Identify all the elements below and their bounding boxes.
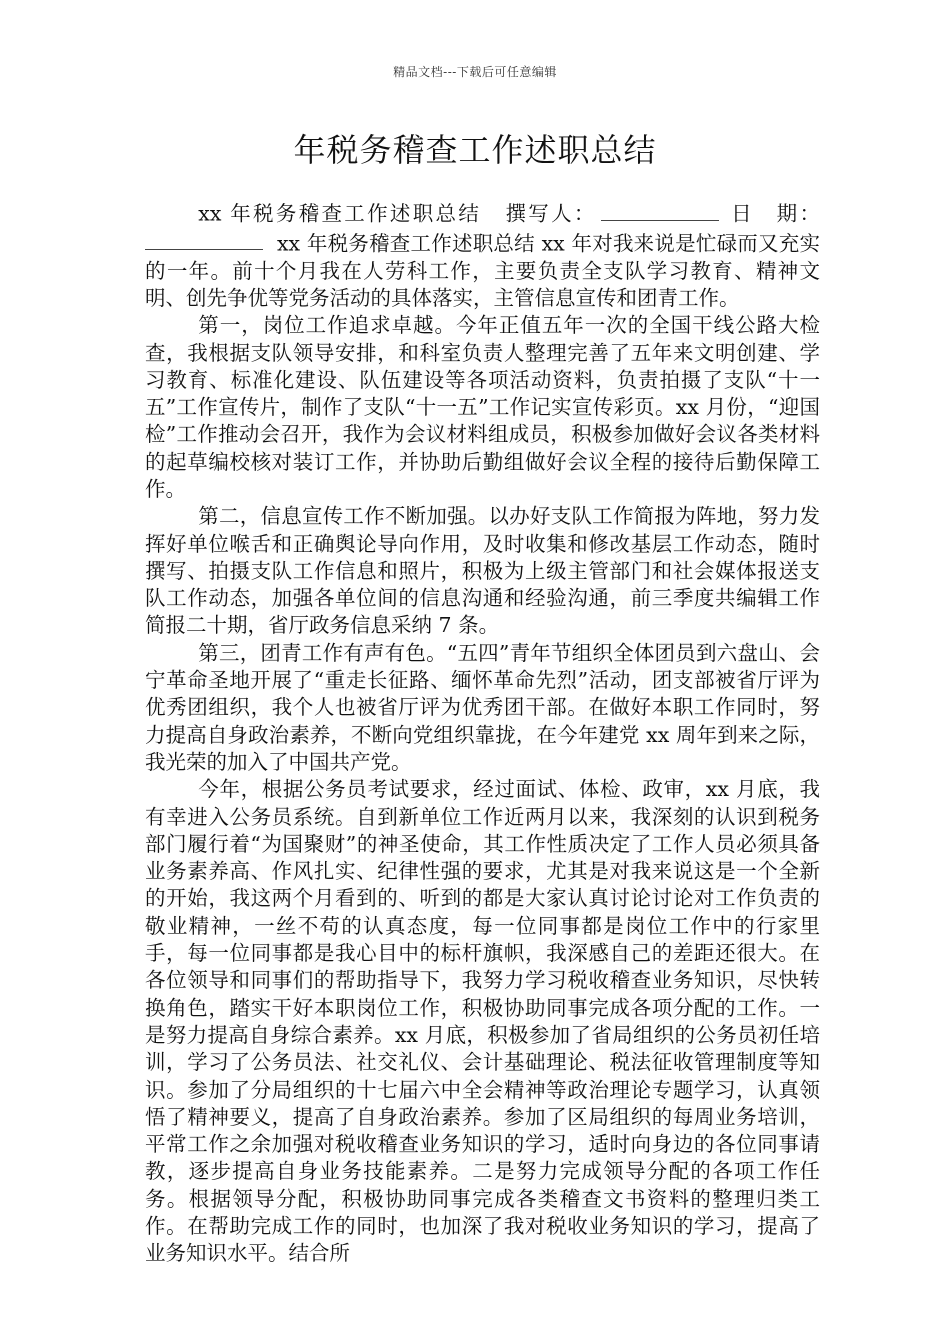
intro-continuation: xx 年税务稽查工作述职总结 xx 年对我来说是忙碌而又充实的一年。前十个月我在人劳科工作，主要负责全支队学习教育、精神文明、创先争优等党务活动的具体落实，主管信息宣传和团青工作。: [145, 231, 820, 310]
body-paragraph-3: 第三，团青工作有声有色。“五四”青年节组织全体团员到六盘山、会宁革命圣地开展了“重走长征路、缅怀革命先烈”活动，团支部被省厅评为优秀团组织，我个人也被省厅评为优秀团干部。在做好本职工作同时，努力提高自身政治素养，不断向党组织靠拢，在今年建党 xx 周年到来之际，我光荣的加入了中国共产党。: [145, 640, 820, 774]
document-body: [145, 198, 820, 1268]
body-paragraph-2: 第二，信息宣传工作不断加强。以办好支队工作简报为阵地，努力发挥好单位喉舌和正确舆论导向作用，及时收集和修改基层工作动态，随时撰写、拍摄支队工作信息和照片，积极为上级主管部门和社会媒体报送支队工作动态，加强各单位间的信息沟通和经验沟通，前三季度共编辑工作简报二十期，省厅政务信息采纳 7 条。: [145, 504, 820, 638]
header-watermark: 精品文档---下载后可任意编辑: [393, 65, 557, 79]
author-blank-line: [601, 198, 719, 221]
body-paragraph-1: 第一，岗位工作追求卓越。今年正值五年一次的全国干线公路大检查，我根据支队领导安排，和科室负责人整理完善了五年来文明创建、学习教育、标准化建设、队伍建设等各项活动资料，负责拍摄了支队“十一五”工作宣传片，制作了支队“十一五”工作记实宣传彩页。xx 月份，“迎国检”工作推动会召开，我作为会议材料组成员，积极参加做好会议各类材料的起草编校核对装订工作，并协助后勤组做好会议全程的接待后勤保障工作。: [145, 313, 820, 501]
date-blank-line: [145, 228, 263, 251]
date-label: 日 期：: [728, 201, 820, 226]
intro-lead: xx 年税务稽查工作述职总结: [198, 201, 482, 226]
author-label: 撰写人：: [503, 201, 597, 226]
intro-paragraph: [145, 198, 820, 312]
body-paragraph-4: 今年，根据公务员考试要求，经过面试、体检、政审，xx 月底，我有幸进入公务员系统。自到新单位工作近两月以来，我深刻的认识到税务部门履行着“为国聚财”的神圣使命，其工作性质决定了工作人员必须具备业务素养高、作风扎实、纪律性强的要求，尤其是对我来说这是一个全新的开始，我这两个月看到的、听到的都是大家认真讨论讨论对工作负责的敬业精神，一丝不苟的认真态度，每一位同事都是岗位工作中的行家里手，每一位同事都是我心目中的标杆旗帜，我深感自己的差距还很大。在各位领导和同事们的帮助指导下，我努力学习税收稽查业务知识，尽快转换角色，踏实干好本职岗位工作，积极协助同事完成各项分配的工作。一是努力提高自身综合素养。xx 月底，积极参加了省局组织的公务员初任培训，学习了公务员法、社交礼仪、会计基础理论、税法征收管理制度等知识。参加了分局组织的十七届六中全会精神等政治理论专题学习，认真领悟了精神要义，提高了自身政治素养。参加了区局组织的每周业务培训，平常工作之余加强对税收稽查业务知识的学习，适时向身边的各位同事请教，逐步提高自身业务技能素养。二是努力完成领导分配的各项工作任务。根据领导分配，积极协助同事完成各类稽查文书资料的整理归类工作。在帮助完成工作的同时，也加深了我对税收业务知识的学习，提高了业务知识水平。结合所: [145, 777, 820, 1266]
document-title: 年税务稽查工作述职总结: [293, 131, 657, 169]
